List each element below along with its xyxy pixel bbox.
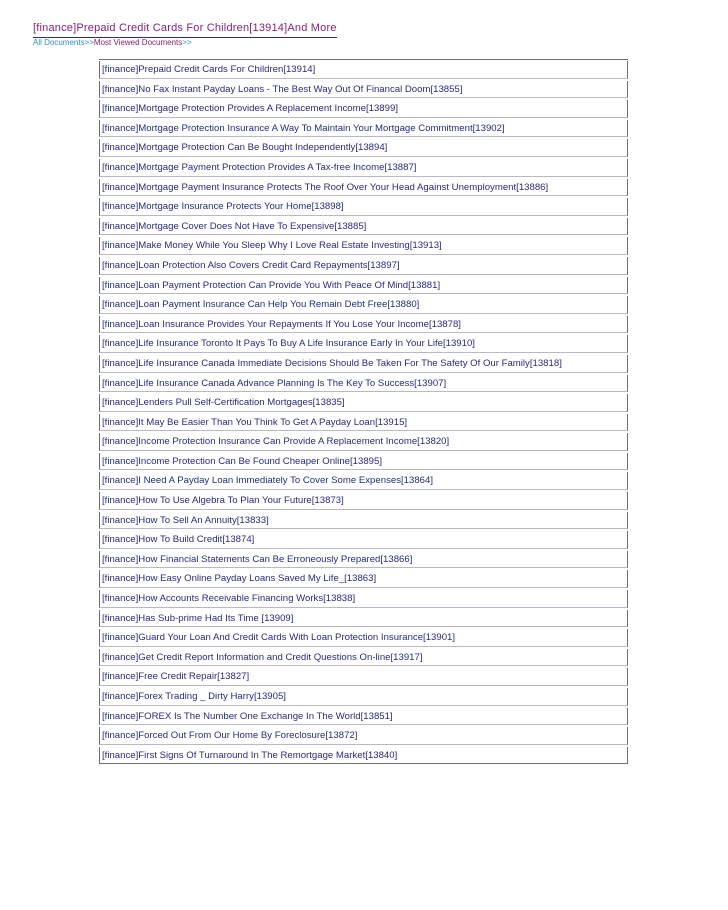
document-list-item — [99, 335, 628, 353]
document-list-item — [99, 590, 628, 608]
document-list-item — [99, 668, 628, 686]
document-list-item — [99, 453, 628, 471]
document-link[interactable]: [finance]Life Insurance Canada Immediate Decisions Should Be Taken For The Safety Of Our Family[13818] — [102, 357, 562, 369]
document-list-top-border — [99, 59, 628, 60]
document-list-item — [99, 100, 628, 118]
document-link[interactable]: [finance]Income Protection Can Be Found Cheaper Online[13895] — [102, 455, 382, 467]
document-link[interactable]: [finance]Forex Trading _ Dirty Harry[13905] — [102, 691, 286, 702]
breadcrumb-trailing-separator: >> — [182, 38, 192, 47]
document-link[interactable]: [finance]Life Insurance Toronto It Pays To Buy A Life Insurance Early In Your Life[13910] — [102, 338, 475, 350]
document-list-item — [99, 551, 628, 569]
document-list-item — [99, 394, 628, 412]
document-list-item — [99, 512, 628, 530]
document-list-item — [99, 375, 628, 393]
breadcrumb-separator: >> — [84, 38, 94, 47]
document-link[interactable]: [finance]Loan Payment Insurance Can Help You Remain Debt Free[13880] — [102, 299, 420, 311]
breadcrumb — [33, 38, 192, 48]
document-link[interactable]: [finance]Has Sub-prime Had Its Time [13909] — [102, 612, 294, 624]
document-link[interactable]: [finance]Loan Protection Also Covers Credit Card Repayments[13897] — [102, 259, 400, 271]
document-link[interactable]: [finance]Loan Insurance Provides Your Repayments If You Lose Your Income[13878] — [102, 318, 461, 330]
document-link[interactable]: [finance]How Accounts Receivable Financing Works[13838] — [102, 593, 356, 605]
document-link[interactable]: [finance]Mortgage Payment Insurance Protects The Roof Over Your Head Against Unemployment[13886] — [102, 181, 549, 193]
document-link[interactable]: [finance]How To Build Credit[13874] — [102, 534, 255, 546]
document-list-item — [99, 159, 628, 177]
document-list-item — [99, 277, 628, 295]
document-link[interactable]: [finance]Mortgage Protection Provides A Replacement Income[13899] — [102, 103, 398, 115]
document-link[interactable]: [finance]Mortgage Insurance Protects Your Home[13898] — [102, 201, 344, 213]
document-link[interactable]: [finance]Get Credit Report Information and Credit Questions On-line[13917] — [102, 651, 423, 663]
document-link[interactable]: [finance]Guard Your Loan And Credit Cards With Loan Protection Insurance[13901] — [102, 632, 456, 644]
document-link[interactable]: [finance]Mortgage Payment Protection Provides A Tax-free Income[13887] — [102, 161, 417, 173]
document-link[interactable]: [finance]Prepaid Credit Cards For Children[13914] — [102, 64, 316, 75]
document-link[interactable]: [finance]How To Use Algebra To Plan Your Future[13873] — [102, 495, 344, 507]
document-list-item — [99, 61, 628, 79]
document-list-item — [99, 649, 628, 667]
document-list-item — [99, 296, 628, 314]
document-list-item — [99, 492, 628, 510]
document-list-item — [99, 316, 628, 334]
document-list-item — [99, 218, 628, 236]
document-list-item — [99, 120, 628, 138]
document-list-item — [99, 747, 628, 765]
document-link[interactable]: [finance]Lenders Pull Self-Certification Mortgages[13835] — [102, 397, 345, 409]
document-link[interactable]: [finance]Mortgage Protection Can Be Bought Independently[13894] — [102, 142, 388, 154]
document-list-item — [99, 257, 628, 275]
document-link[interactable]: [finance]First Signs Of Turnaround In The Remortgage Market[13840] — [102, 749, 398, 761]
document-list-item — [99, 355, 628, 373]
document-list-item — [99, 570, 628, 588]
document-list-item — [99, 139, 628, 157]
document-list-item — [99, 629, 628, 647]
document-list-item — [99, 198, 628, 216]
document-link[interactable]: [finance]Income Protection Insurance Can Provide A Replacement Income[13820] — [102, 436, 450, 448]
document-list-item — [99, 472, 628, 490]
document-list-item — [99, 237, 628, 255]
document-link[interactable]: [finance]Mortgage Cover Does Not Have To Expensive[13885] — [102, 220, 367, 232]
document-link[interactable]: [finance]Mortgage Protection Insurance A Way To Maintain Your Mortgage Commitment[13902] — [102, 122, 505, 134]
document-link[interactable]: [finance]Loan Payment Protection Can Provide You With Peace Of Mind[13881] — [102, 279, 441, 291]
document-list-item — [99, 727, 628, 745]
document-list — [99, 61, 628, 766]
document-link[interactable]: [finance]How Easy Online Payday Loans Saved My Life_[13863] — [102, 573, 377, 585]
document-link[interactable]: [finance]I Need A Payday Loan Immediately To Cover Some Expenses[13864] — [102, 475, 434, 487]
page-title: [finance]Prepaid Credit Cards For Children[13914]And More — [33, 21, 337, 38]
document-list-item — [99, 610, 628, 628]
document-list-item — [99, 179, 628, 197]
document-list-item — [99, 433, 628, 451]
breadcrumb-all-documents-link[interactable]: All Documents — [33, 38, 85, 47]
document-link[interactable]: [finance]It May Be Easier Than You Think To Get A Payday Loan[13915] — [102, 416, 408, 428]
document-list-item — [99, 708, 628, 726]
document-list-item — [99, 688, 628, 706]
document-link[interactable]: [finance]How Financial Statements Can Be Erroneously Prepared[13866] — [102, 553, 413, 565]
document-list-item — [99, 414, 628, 432]
document-link[interactable]: [finance]Free Credit Repair[13827] — [102, 671, 250, 683]
document-list-item — [99, 531, 628, 549]
document-link[interactable]: [finance]How To Sell An Annuity[13833] — [102, 514, 269, 526]
document-link[interactable]: [finance]FOREX Is The Number One Exchange In The World[13851] — [102, 710, 393, 722]
document-link[interactable]: [finance]Make Money While You Sleep Why I Love Real Estate Investing[13913] — [102, 240, 442, 252]
document-list-item — [99, 81, 628, 99]
document-link[interactable]: [finance]Life Insurance Canada Advance Planning Is The Key To Success[13907] — [102, 377, 447, 389]
document-link[interactable]: [finance]No Fax Instant Payday Loans - The Best Way Out Of Financal Doom[13855] — [102, 83, 463, 95]
breadcrumb-most-viewed-link[interactable]: Most Viewed Documents — [93, 38, 183, 47]
document-link[interactable]: [finance]Forced Out From Our Home By Foreclosure[13872] — [102, 730, 358, 742]
